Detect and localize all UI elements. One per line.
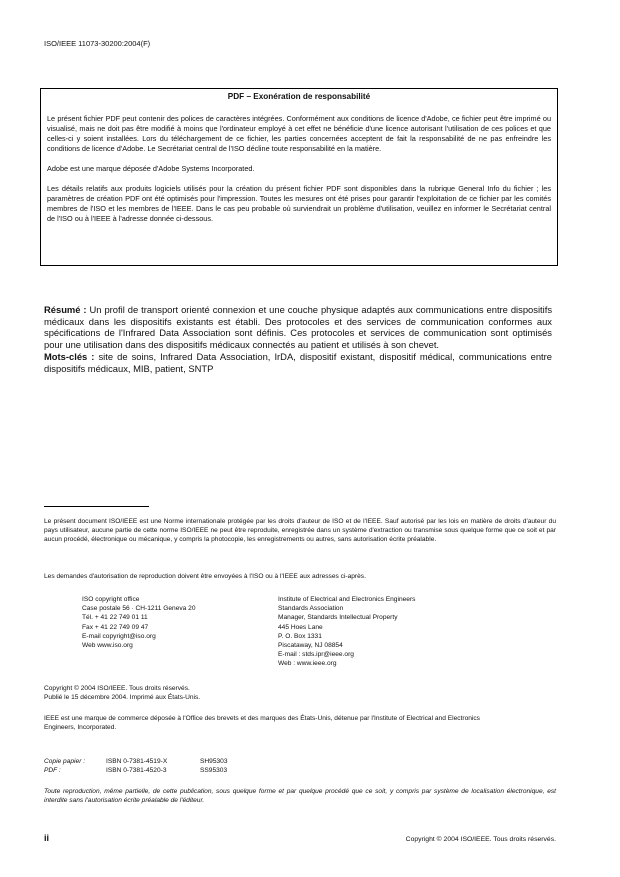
pdf-disclaimer-box [40,88,558,266]
isbn-code: SS95303 [200,767,228,775]
reproduction-requests: Les demandes d'autorisation de reproduction doivent être envoyées à l'ISO ou à l'IEEE aux adresses ci-après. [44,573,366,580]
footer-copyright: Copyright © 2004 ISO/IEEE. Tous droits réservés. [405,836,556,843]
copyright-notice: Le présent document ISO/IEEE est une Norme internationale protégée par les droits d'auteur de ISO et de l'IEEE. Sauf autorisé par les lois en matière de droits d'auteur du pays utilisateur, aucune partie de cette norme ISO/IEEE ne peut être reproduite, enregistrée dans un système d'extraction ou transmise sous quelque forme que ce soit et par aucun procédé, électronique ou mécanique, y compris la photocopie, les enregistrements ou autres, sans autorisation écrite préalable. [44,518,556,544]
isbn-number: ISBN 0-7381-4520-3 [106,767,167,775]
iso-address-line: Case postale 56 · CH-1211 Geneva 20 [82,605,196,613]
iso-address-line: ISO copyright office [82,596,140,603]
iso-email: E-mail copyright@iso.org [82,632,156,640]
isbn-number: ISBN 0-7381-4519-X [106,758,168,765]
iso-address-line: Tél. + 41 22 749 01 11 [82,614,148,622]
isbn-row-pdf [44,766,228,775]
document-reference: ISO/IEEE 11073-30200:2004(F) [44,39,151,48]
reproduction-notice: Toute reproduction, même partielle, de cette publication, sous quelque forme et par quelque procédé que ce soit, y compris par système de localisation électronique, est interdite sans l'autorisation écrite préalable de l'éditeur. [44,788,556,805]
disclaimer-title: PDF – Exonération de responsabilité [227,92,371,101]
isbn-code: SH95303 [200,758,228,765]
isbn-label: PDF : [44,767,61,775]
keywords-paragraph [44,351,552,374]
publication-date-line: Publié le 15 décembre 2004. Imprimé aux États-Unis. [44,694,201,702]
ieee-address-line: 445 Hoes Lane [278,623,323,631]
keywords-label: Mots-clés : [44,350,95,362]
resume-label: Résumé : [44,304,87,315]
resume-text: Un profil de transport orienté connexion et une couche physique adaptés aux communications entre dispositifs médicaux dans les dispositifs existants est établi. Des protocoles et des services de communication conformes aux spécifications de l'Infrared Data Association sont définis. Ces protocoles et services de communication sont optimisés pour une utilisation dans des dispositifs médicaux connectés au patient et utilisés à son chevet. [44,304,553,351]
isbn-label: Copie papier : [44,758,86,765]
copyright-line: Copyright © 2004 ISO/IEEE. Tous droits réservés. [44,685,190,692]
copyright-publication [44,684,556,702]
abstract-section [44,304,552,374]
ieee-email: E-mail : stds.ipr@ieee.org [278,651,354,659]
keywords-text: site de soins, Infrared Data Association, IrDA, dispositif existant, dispositif médical, communications entre dispositifs médicaux, MIB, patient, SNTP [44,350,552,374]
isbn-row-print [44,757,228,766]
ieee-address [278,595,478,669]
ieee-address-line: Manager, Standards Intellectual Property [278,614,398,622]
trademark-line: IEEE est une marque de commerce déposée à l'Office des brevets et des marques des États-Unis, détenue par l'Institute of Electrical and Electronics [44,715,480,722]
resume-paragraph [44,304,552,351]
iso-address-line: Fax + 41 22 749 09 47 [82,623,149,631]
isbn-block [44,757,228,775]
disclaimer-paragraph-adobe: Adobe est une marque déposée d'Adobe Systems Incorporated. [47,164,255,173]
disclaimer-paragraph-fonts: Le présent fichier PDF peut contenir des polices de caractères intégrées. Conformément aux conditions de licence d'Adobe, ce fichier peut être imprimé ou visualisé, mais ne doit pas être modifié à moins que l'ordinateur employé à cet effet ne bénéficie d'une licence autorisant l'utilisation de ces polices et que celles-ci y soient installées. Lors du téléchargement de ce fichier, les parties concernées acceptent de fait la responsabilité de ne pas enfreindre les conditions de licence d'Adobe. Le Secrétariat central de l'ISO décline toute responsabilité en la matière. [47,114,551,153]
trademark-line: Engineers, Incorporated. [44,724,117,732]
iso-web: Web www.iso.org [82,642,133,650]
ieee-address-line: Standards Association [278,605,344,613]
disclaimer-paragraph-software: Les détails relatifs aux produits logiciels utilisés pour la création du présent fichier PDF sont disponibles dans la rubrique General Info du fichier ; les paramètres de création PDF ont été optimisés pour l'impression. Toutes les mesures ont été prises pour garantir l'exploitation de ce fichier par les comités membres de l'ISO et les membres de l'IEEE. Dans le cas peu probable où surviendrait un problème d'utilisation, veuillez en informer le Secrétariat central de l'ISO ou à l'IEEE à l'adresse donnée ci-dessous. [47,184,551,223]
trademark-notice [44,714,556,732]
ieee-address-line: Piscataway, NJ 08854 [278,642,343,650]
page-number: ii [44,833,50,843]
separator-rule [44,506,149,507]
ieee-web: Web : www.ieee.org [278,660,337,668]
ieee-address-line: P. O. Box 1331 [278,632,322,640]
ieee-address-line: Institute of Electrical and Electronics Engineers [278,596,416,603]
iso-address [82,595,272,650]
